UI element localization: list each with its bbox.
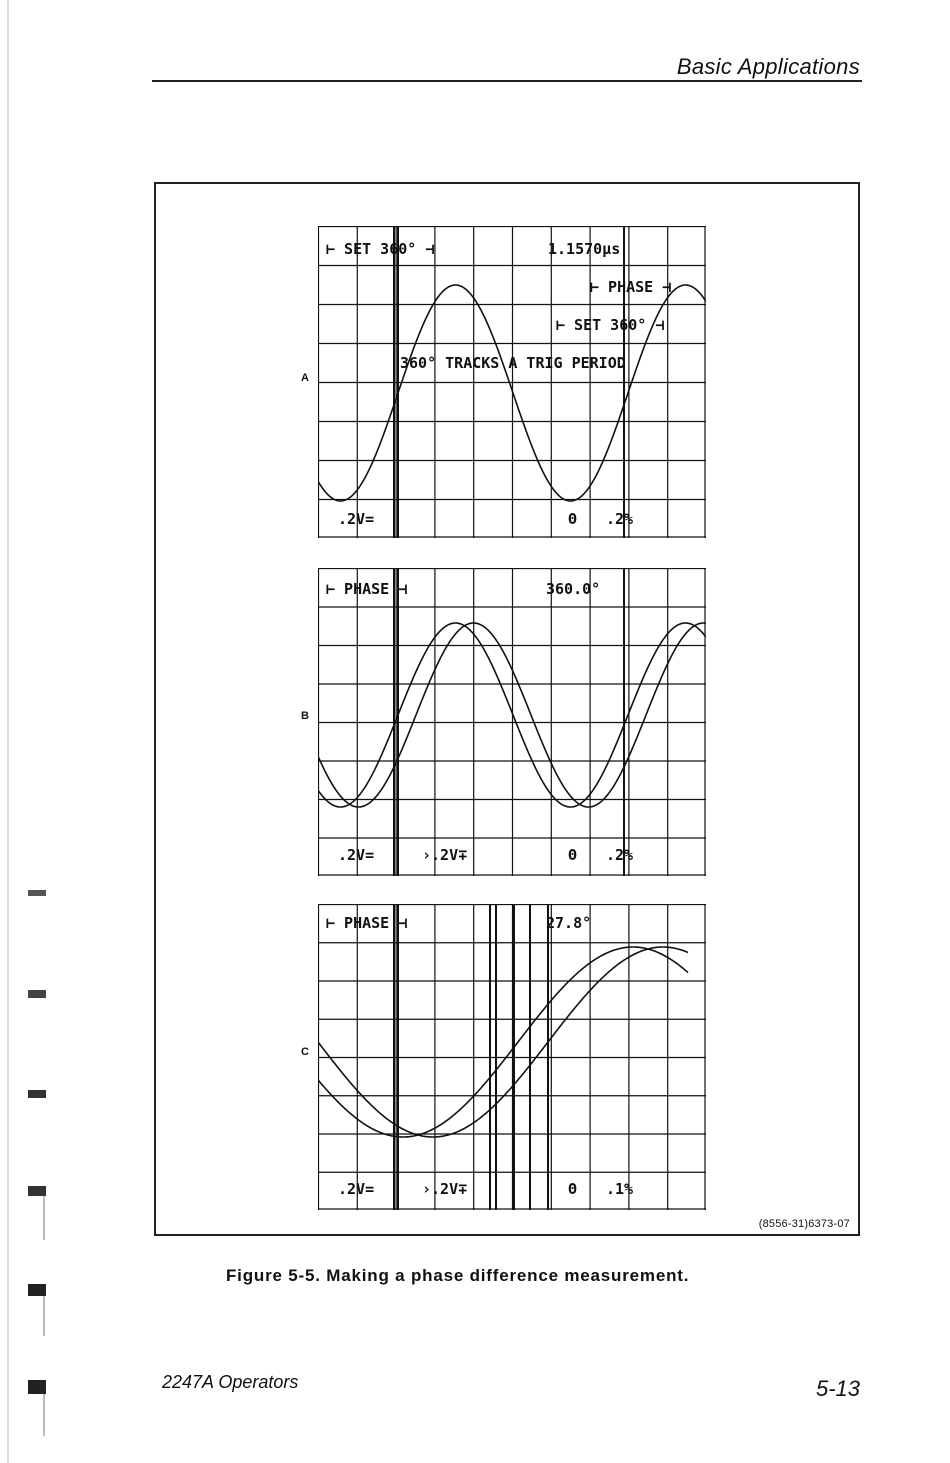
readout-ch1-volts: .2V= [338, 846, 375, 864]
readout-theta-symbol: Θ [568, 1180, 578, 1198]
readout-ch2-volts: ›.2V∓ [422, 846, 468, 864]
waveform-trace-2 [318, 947, 688, 1137]
graticule-c [318, 904, 706, 1210]
panel-letter-a: A [301, 372, 309, 384]
running-header: Basic Applications [676, 54, 860, 79]
graticule-b [318, 568, 706, 876]
readout-ch2-volts: ›.2V∓ [422, 1180, 468, 1198]
scope-panel-a [318, 226, 706, 538]
figure-caption: Figure 5-5. Making a phase difference measurement. [226, 1266, 690, 1285]
scope-display-b [318, 568, 706, 876]
readout-tracks-trig-period: 360° TRACKS A TRIG PERIOD [400, 354, 626, 372]
readout-set-360-label: ⊢ SET 360° ⊣ [556, 316, 665, 334]
scope-display-a [318, 226, 706, 538]
readout-percent: .1% [606, 1180, 634, 1198]
footer-manual-title: 2247A Operators [162, 1372, 299, 1392]
page-number: 5-13 [815, 1376, 860, 1401]
readout-phase-label: ⊢ PHASE ⊣ [590, 278, 672, 296]
readout-percent: .2% [606, 846, 634, 864]
scope-panel-c [318, 904, 706, 1210]
figure-code: (8556-31)6373-07 [758, 1218, 850, 1230]
readout-phase: ⊢ PHASE ⊣ [326, 580, 408, 598]
readout-percent: .2% [606, 510, 634, 528]
waveform-trace-1 [318, 947, 688, 1137]
readout-phase-value: 360.0° [546, 580, 601, 598]
readout-phase-value: 27.8° [546, 914, 592, 932]
readout-time-interval: 1.1570µs [548, 240, 621, 258]
panel-letter-b: B [301, 710, 309, 722]
readout-phase: ⊢ PHASE ⊣ [326, 914, 408, 932]
graticule-a [318, 226, 706, 538]
scope-display-c [318, 904, 706, 1210]
readout-ch1-volts: .2V= [338, 1180, 375, 1198]
readout-theta-symbol: Θ [568, 846, 578, 864]
binding-edge-marks [0, 0, 58, 1463]
traces-c [318, 947, 688, 1137]
panel-letter-c: C [301, 1046, 309, 1058]
readout-set-360: ⊢ SET 360° ⊣ [326, 240, 435, 258]
header-rule [152, 80, 862, 82]
readout-ch1-volts: .2V= [338, 510, 375, 528]
readout-theta-symbol: Θ [568, 510, 578, 528]
scope-panel-b [318, 568, 706, 876]
